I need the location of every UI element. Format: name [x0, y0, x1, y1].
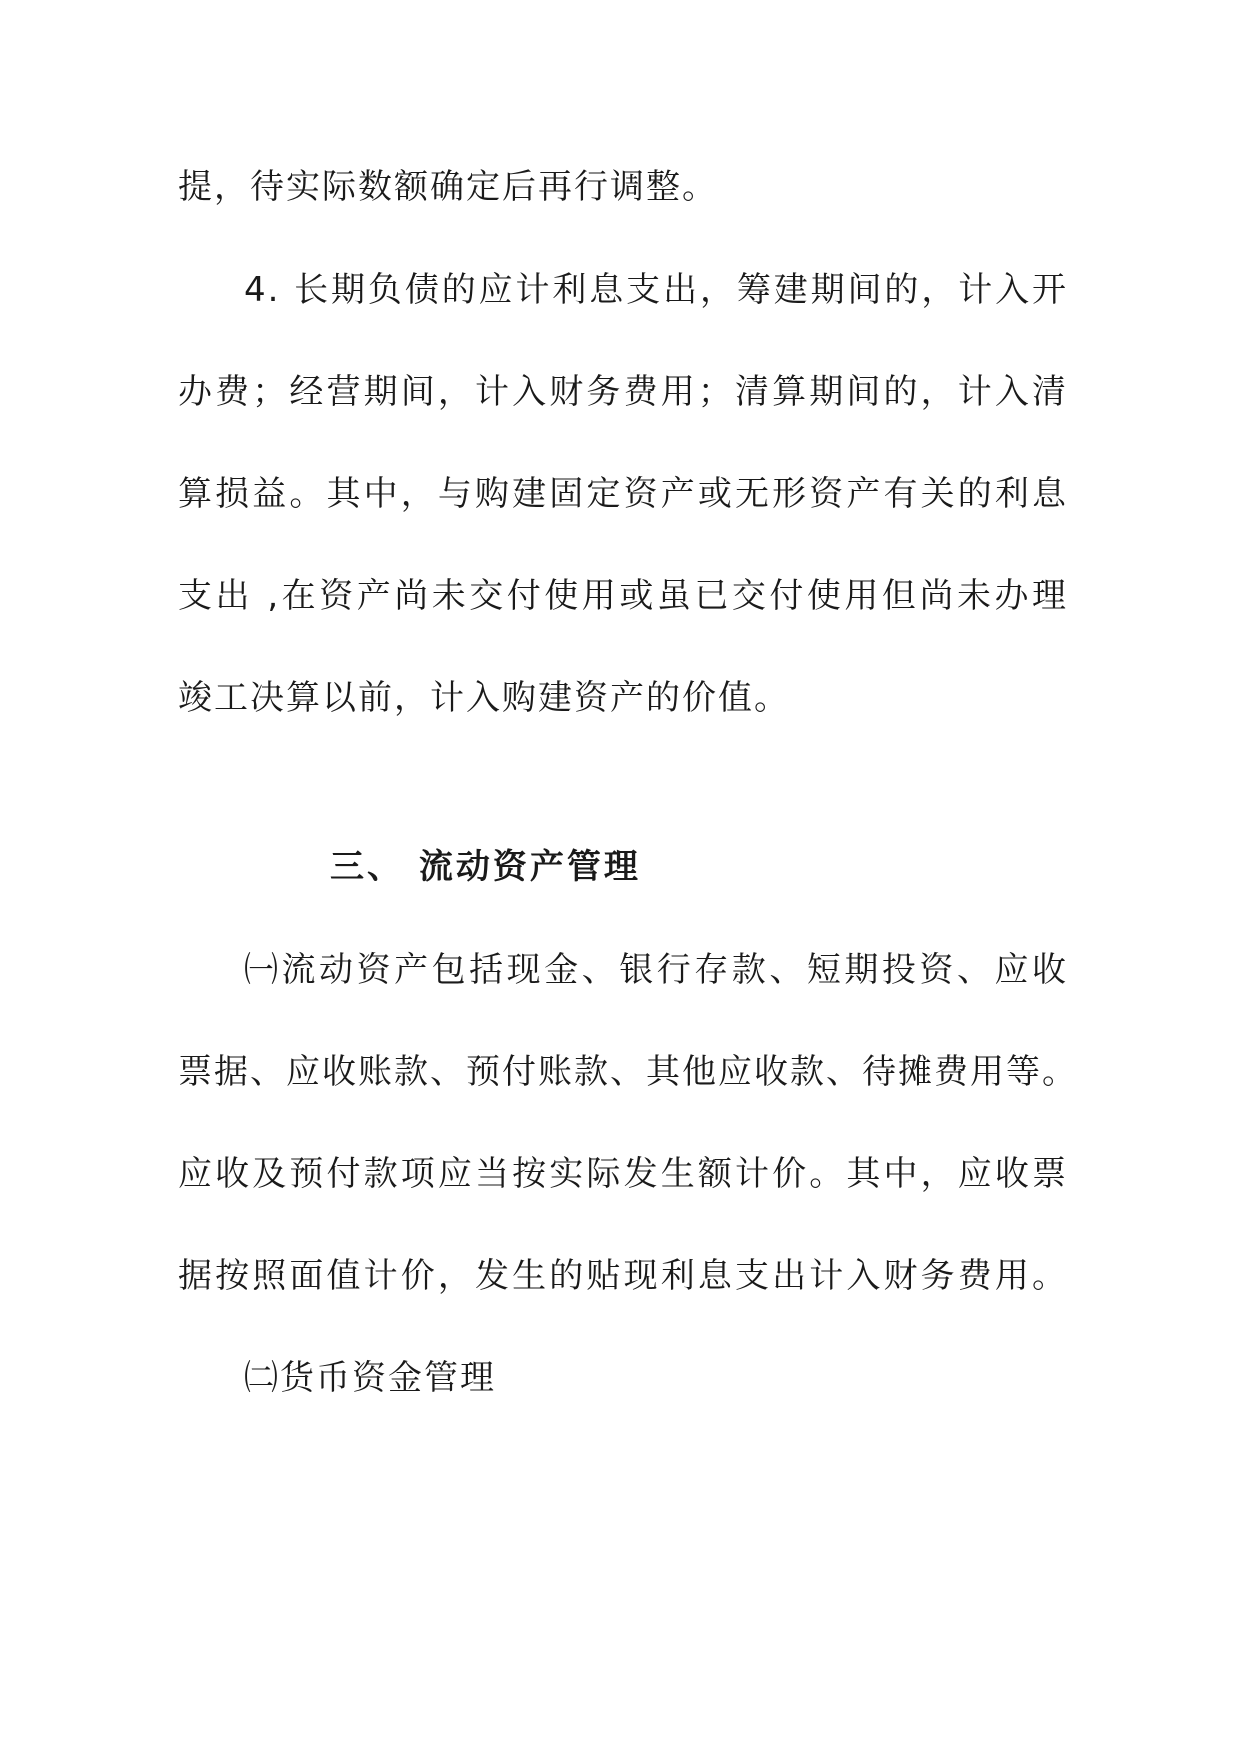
subsection-heading: ㈡货币资金管理 — [244, 1358, 496, 1398]
paragraph-line: 票据、应收账款、预付账款、其他应收款、待摊费用等。 — [178, 1052, 1078, 1092]
paragraph-line: 据按照面值计价，发生的贴现利息支出计入财务费用。 — [178, 1256, 1068, 1296]
paragraph-line: 4. 长期负债的应计利息支出，筹建期间的，计入开 — [244, 270, 1068, 310]
paragraph-line: 提，待实际数额确定后再行调整。 — [178, 167, 718, 207]
paragraph-line: 办费；经营期间，计入财务费用；清算期间的，计入清 — [178, 372, 1068, 412]
section-heading: 三、 流动资产管理 — [330, 847, 641, 887]
paragraph-line: ㈠流动资产包括现金、银行存款、短期投资、应收 — [244, 950, 1068, 990]
paragraph-line: 支出 ,在资产尚未交付使用或虽已交付使用但尚未办理 — [178, 576, 1068, 616]
paragraph-line: 应收及预付款项应当按实际发生额计价。其中，应收票 — [178, 1154, 1068, 1194]
paragraph-line: 算损益。其中，与购建固定资产或无形资产有关的利息 — [178, 474, 1068, 514]
paragraph-line: 竣工决算以前，计入购建资产的价值。 — [178, 678, 790, 718]
